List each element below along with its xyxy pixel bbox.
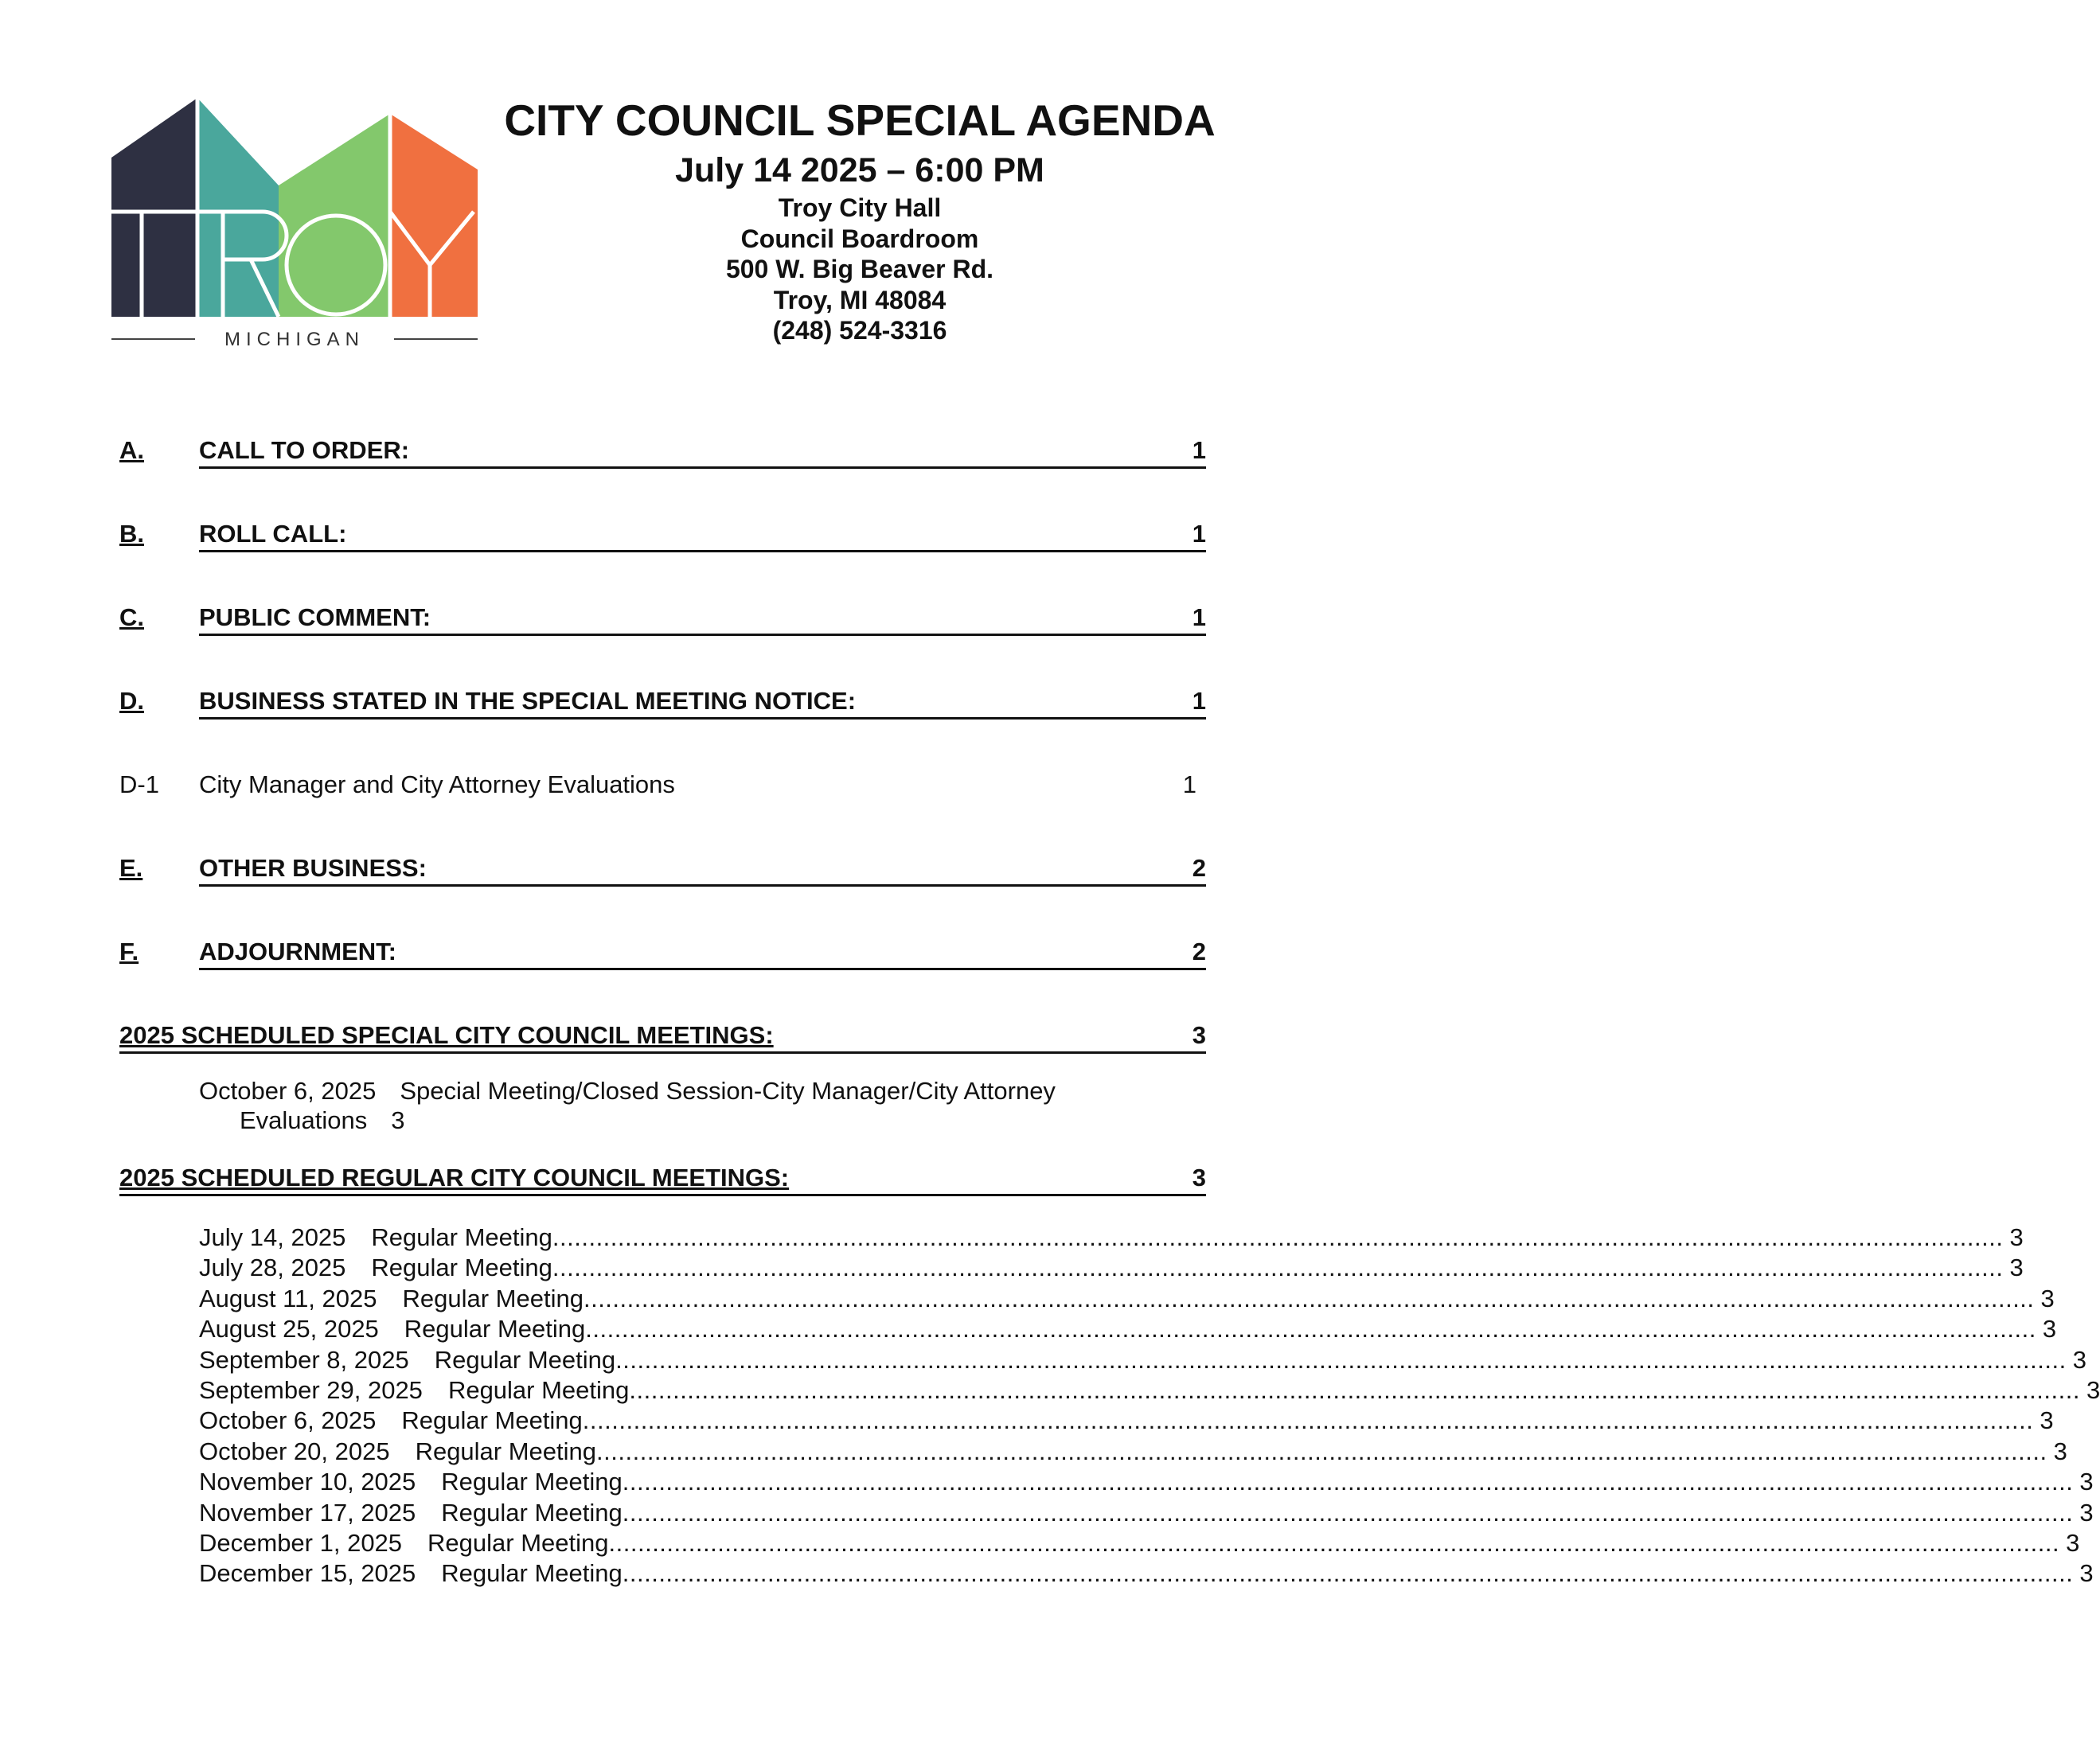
special-meeting-desc: Special Meeting/Closed Session-City Manager/City Attorney [400, 1077, 1056, 1105]
section-title: CALL TO ORDER: [199, 436, 410, 464]
section-page: 1 [1192, 603, 1206, 631]
regular-meeting-row[interactable] [199, 1498, 2094, 1528]
regular-meeting-row[interactable] [199, 1375, 2100, 1406]
agenda-header [494, 94, 1226, 346]
regular-meeting-row[interactable] [199, 1467, 2094, 1497]
meeting-type: Regular Meeting [415, 1437, 597, 1465]
meeting-type: Regular Meeting [447, 1375, 630, 1404]
meeting-page: 3 [2039, 1406, 2054, 1435]
section-letter: B. [119, 520, 144, 548]
meeting-date: November 10, 2025 [199, 1468, 416, 1496]
meeting-date: September 29, 2025 [199, 1375, 423, 1404]
meeting-type: Regular Meeting [441, 1468, 623, 1496]
meeting-page: 3 [2009, 1254, 2024, 1282]
dot-leader: ........................................................................................................................................................................................................ [596, 1437, 2047, 1465]
dot-leader: ........................................................................................................................................................................................................ [622, 1468, 2074, 1496]
special-meetings-page: 3 [1192, 1021, 1206, 1049]
meeting-page: 3 [2079, 1468, 2094, 1496]
section-page: 2 [1192, 938, 1206, 965]
meeting-page: 3 [2042, 1315, 2057, 1343]
regular-meetings-page: 3 [1192, 1164, 1206, 1191]
regular-meeting-row[interactable] [199, 1253, 2024, 1283]
section-page: 1 [1192, 687, 1206, 715]
meeting-date: August 25, 2025 [199, 1315, 379, 1343]
section-letter: A. [119, 436, 144, 464]
meeting-type: Regular Meeting [371, 1223, 552, 1251]
section-call-to-order[interactable] [119, 436, 1206, 520]
meeting-date: December 1, 2025 [199, 1528, 403, 1557]
item-title: City Manager and City Attorney Evaluations [199, 770, 675, 798]
meeting-date: September 8, 2025 [199, 1345, 409, 1374]
meeting-page: 3 [2079, 1559, 2094, 1588]
meeting-date: October 20, 2025 [199, 1437, 390, 1465]
dot-leader: ........................................................................................................................................................................................................ [552, 1223, 2004, 1251]
special-meetings-heading[interactable] [119, 1021, 1206, 1054]
item-page: 1 [1182, 770, 1196, 798]
meeting-date: August 11, 2025 [199, 1284, 377, 1312]
regular-meeting-row[interactable] [199, 1406, 2054, 1436]
section-page: 1 [1192, 436, 1206, 464]
section-title: ADJOURNMENT: [199, 938, 396, 965]
meeting-date: July 14 2025 – 6:00 PM [675, 151, 1044, 189]
regular-meetings-title: 2025 SCHEDULED REGULAR CITY COUNCIL MEETINGS: [119, 1164, 790, 1191]
regular-meetings-heading[interactable] [119, 1164, 1206, 1196]
meeting-date: July 28, 2025 [199, 1254, 346, 1282]
section-business[interactable] [119, 687, 1206, 770]
special-meeting-date: October 6, 2025 [199, 1077, 377, 1105]
special-meeting-desc-cont: Evaluations [240, 1106, 368, 1134]
regular-meeting-row[interactable] [199, 1437, 2067, 1467]
regular-meeting-row[interactable] [199, 1314, 2057, 1344]
address-line-1: Troy City Hall [778, 193, 942, 222]
meeting-page: 3 [2072, 1345, 2086, 1374]
dot-leader: ........................................................................................................................................................................................................ [608, 1528, 2060, 1557]
section-letter: E. [119, 854, 143, 882]
meeting-date: November 17, 2025 [199, 1498, 416, 1527]
regular-meeting-row[interactable] [199, 1223, 2024, 1253]
meeting-type: Regular Meeting [427, 1528, 609, 1557]
dot-leader: ........................................................................................................................................................................................................ [622, 1559, 2074, 1588]
meeting-type: Regular Meeting [441, 1498, 623, 1527]
address-line-5: (248) 524-3316 [772, 316, 947, 345]
regular-meetings-list [199, 1223, 2100, 1589]
meeting-date: October 6, 2025 [199, 1406, 377, 1435]
dot-leader: ........................................................................................................................................................................................................ [582, 1406, 2034, 1435]
meeting-page: 3 [2086, 1375, 2100, 1404]
section-roll-call[interactable] [119, 520, 1206, 603]
troy-logo-graphic [111, 94, 478, 349]
section-public-comment[interactable] [119, 603, 1206, 687]
section-other-business[interactable] [119, 854, 1206, 938]
section-page: 1 [1192, 520, 1206, 548]
meeting-type: Regular Meeting [404, 1315, 586, 1343]
section-letter: F. [119, 938, 139, 965]
item-number: D-1 [119, 770, 159, 798]
meeting-date: December 15, 2025 [199, 1559, 416, 1588]
meeting-page: 3 [2040, 1284, 2055, 1312]
address-line-4: Troy, MI 48084 [773, 285, 947, 314]
regular-meeting-row[interactable] [199, 1345, 2086, 1375]
meeting-type: Regular Meeting [441, 1559, 623, 1588]
regular-meeting-row[interactable] [199, 1284, 2055, 1314]
page-title: CITY COUNCIL SPECIAL AGENDA [504, 96, 1216, 145]
section-title: BUSINESS STATED IN THE SPECIAL MEETING NOTICE: [199, 687, 857, 715]
regular-meeting-row[interactable] [199, 1528, 2080, 1558]
special-meeting-page: 3 [391, 1106, 405, 1134]
section-page: 2 [1192, 854, 1206, 882]
meeting-page: 3 [2009, 1223, 2024, 1251]
logo-subtext: MICHIGAN [224, 329, 365, 350]
meeting-type: Regular Meeting [402, 1284, 584, 1312]
special-meetings-title: 2025 SCHEDULED SPECIAL CITY COUNCIL MEETINGS: [119, 1021, 774, 1049]
section-letter: C. [119, 603, 144, 631]
meeting-page: 3 [2066, 1528, 2080, 1557]
dot-leader: ........................................................................................................................................................................................................ [615, 1345, 2067, 1374]
meeting-page: 3 [2053, 1437, 2067, 1465]
address-line-3: 500 W. Big Beaver Rd. [725, 255, 994, 283]
special-meeting-item[interactable] [199, 1076, 1206, 1164]
regular-meeting-row[interactable] [199, 1558, 2094, 1589]
agenda-body [119, 436, 2100, 1589]
meeting-type: Regular Meeting [401, 1406, 583, 1435]
dot-leader: ........................................................................................................................................................................................................ [585, 1315, 2036, 1343]
section-letter: D. [119, 687, 144, 715]
item-d1[interactable] [119, 770, 1206, 854]
dot-leader: ........................................................................................................................................................................................................ [552, 1254, 2004, 1282]
dot-leader: ........................................................................................................................................................................................................ [622, 1498, 2074, 1527]
section-title: PUBLIC COMMENT: [199, 603, 431, 631]
meeting-type: Regular Meeting [371, 1254, 552, 1282]
troy-logo [111, 94, 478, 349]
address-line-2: Council Boardroom [740, 224, 979, 253]
dot-leader: ........................................................................................................................................................................................................ [583, 1284, 2035, 1312]
section-adjournment[interactable] [119, 938, 1206, 1021]
dot-leader: ........................................................................................................................................................................................................ [629, 1375, 2080, 1404]
meeting-page: 3 [2079, 1498, 2094, 1527]
meeting-type: Regular Meeting [434, 1345, 616, 1374]
meeting-date: July 14, 2025 [199, 1223, 346, 1251]
section-title: ROLL CALL: [199, 520, 347, 548]
section-title: OTHER BUSINESS: [199, 854, 427, 882]
